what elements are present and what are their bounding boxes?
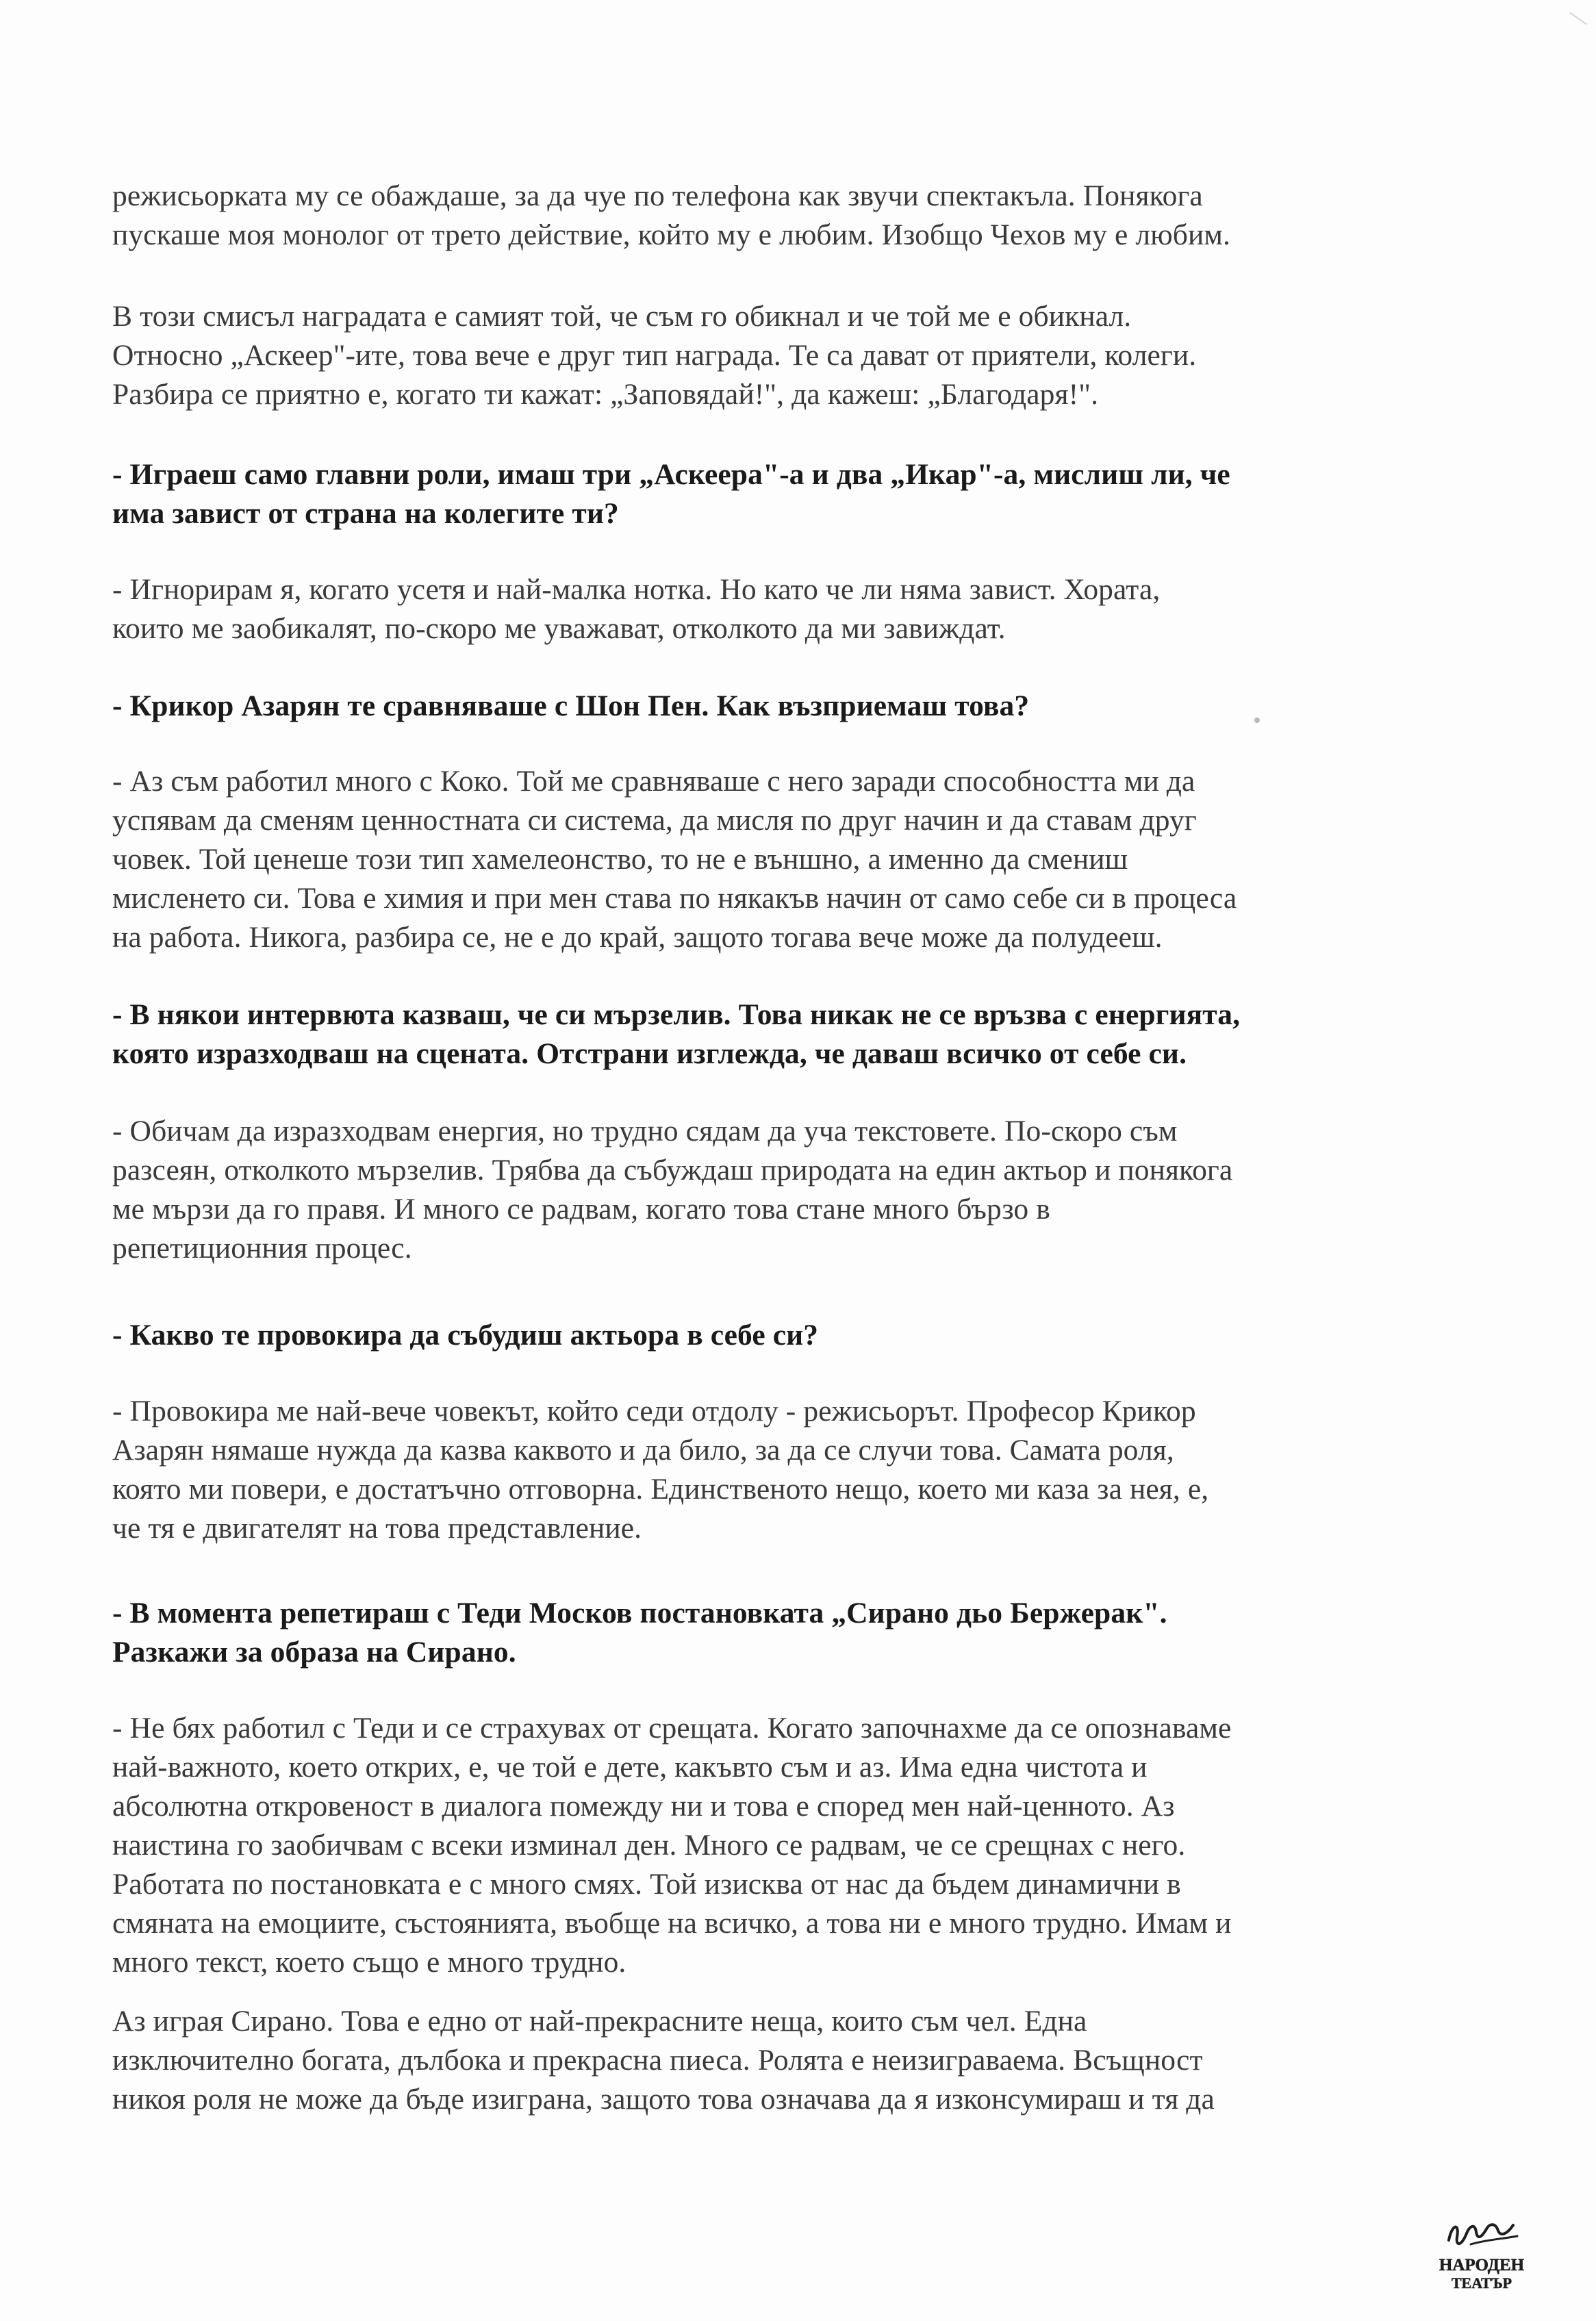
text-line: - В някои интервюта казваш, че си мързелив. Това никак не се връзва с енергията, [112, 998, 1241, 1031]
text-line: мисленето си. Това е химия и при мен става по някакъв начин от само себе си в процеса [112, 882, 1237, 915]
text-line: която изразходваш на сцената. Отстрани изглежда, че даваш всичко от себе си. [112, 1037, 1187, 1070]
interview-answer [112, 177, 1230, 255]
text-line: никоя роля не може да бъде изиграна, защото това означава да я изконсумираш и тя да [112, 2083, 1215, 2116]
text-line: Относно „Аскеер"-ите, това вече е друг тип награда. Те са дават от приятели, колеги. [112, 339, 1197, 372]
text-line: наистина го заобичвам с всеки изминал ден. Много се радвам, че се срещнах с него. [112, 1829, 1186, 1862]
text-line: - Аз съм работил много с Коко. Той ме сравняваше с него заради способността ми да [112, 765, 1195, 798]
interview-answer [112, 1392, 1208, 1548]
text-line: ме мързи да го правя. И много се радвам, когато това стане много бързо в [112, 1193, 1050, 1226]
text-line: най-важното, което открих, е, че той е дете, какъвто съм и аз. Има една чистота и [112, 1751, 1148, 1784]
text-line: режисьорката му се обаждаше, за да чуе по телефона как звучи спектакъла. Понякога [112, 179, 1203, 212]
text-line: смяната на емоциите, състоянията, въобще на всичко, а това ни е много трудно. Имам и [112, 1907, 1232, 1940]
text-line: В този смисъл наградата е самият той, че съм го обикнал и че той ме е обикнал. [112, 300, 1132, 333]
text-line: - Провокира ме най-вече човекът, който седи отдолу - режисьорът. Професор Крикор [112, 1395, 1196, 1428]
text-line: Азарян нямаше нужда да казва каквото и да било, за да се случи това. Самата роля, [112, 1434, 1174, 1467]
text-line: много текст, което също е много трудно. [112, 1946, 626, 1979]
interview-answer [112, 1709, 1232, 1982]
text-line: на работа. Никога, разбира се, не е до край, защото тогава вече може да полудееш. [112, 921, 1163, 954]
interview-answer [112, 1112, 1232, 1268]
interview-answer [112, 297, 1196, 414]
text-line: репетиционния процес. [112, 1232, 412, 1265]
text-line: абсолютна откровеност в диалога помежду ни и това е според мен най-ценното. Аз [112, 1790, 1175, 1823]
text-line: Разбира се приятно е, когато ти кажат: „Заповядай!", да кажеш: „Благодаря!". [112, 378, 1099, 411]
text-line: Аз играя Сирано. Това е едно от най-прекрасните неща, които съм чел. Една [112, 2005, 1087, 2038]
scan-corner-mark [1569, 12, 1587, 25]
interview-question [112, 1316, 818, 1355]
scan-speck [1254, 718, 1260, 723]
text-line: които ме заобикалят, по-скоро ме уважават, отколкото да ми завиждат. [112, 612, 1006, 645]
text-line: Работата по постановката е с много смях. Той изисква от нас да бъдем динамични в [112, 1868, 1181, 1901]
text-line: Разкажи за образа на Сирано. [112, 1636, 516, 1669]
text-line: успявам да сменям ценностната си система, да мисля по друг начин и да ставам друг [112, 804, 1197, 837]
interview-question [112, 995, 1240, 1074]
interview-question [112, 687, 1029, 726]
text-line: - Игнорирам я, когато усетя и най-малка нотка. Но като че ли няма завист. Хората, [112, 573, 1161, 606]
logo-text-line1: НАРОДЕН [1439, 2256, 1525, 2274]
interview-question [112, 1594, 1167, 1672]
text-line: човек. Той ценеше този тип хамелеонство, то не е външно, а именно да смениш [112, 843, 1128, 876]
interview-question [112, 455, 1230, 533]
text-line: - В момента репетираш с Теди Москов постановката „Сирано дьо Бержерак". [112, 1597, 1167, 1629]
text-line: че тя е двигателят на това представление. [112, 1512, 642, 1545]
text-line: която ми повери, е достатъчно отговорна. Единственото нещо, което ми каза за нея, е, [112, 1473, 1209, 1506]
text-line: - Играеш само главни роли, имаш три „Аскеера"-а и два „Икар"-а, мислиш ли, че [112, 458, 1230, 491]
interview-answer [112, 762, 1237, 957]
text-line: има завист от страна на колегите ти? [112, 497, 619, 530]
text-line: пускаше моя монолог от трето действие, който му е любим. Изобщо Чехов му е любим. [112, 218, 1230, 251]
text-line: - Обичам да изразходвам енергия, но трудно сядам да уча текстовете. По-скоро съм [112, 1115, 1178, 1147]
text-line: - Крикор Азарян те сравняваше с Шон Пен. Как възприемаш това? [112, 689, 1030, 722]
text-line: - Какво те провокира да събудиш актьора в себе си? [112, 1319, 819, 1352]
logo-signature [1449, 2224, 1517, 2244]
interview-answer [112, 2002, 1215, 2119]
logo-text-line2: ТЕАТЪР [1451, 2274, 1512, 2292]
national-theatre-logo [1436, 2213, 1527, 2295]
text-line: разсеян, отколкото мързелив. Трябва да събуждаш природата на един актьор и понякога [112, 1154, 1233, 1187]
text-line: - Не бях работил с Теди и се страхувах от срещата. Когато започнахме да се опознаваме [112, 1712, 1232, 1745]
text-line: изключително богата, дълбока и прекрасна пиеса. Ролята е неизиграваема. Всъщност [112, 2044, 1203, 2077]
interview-answer [112, 570, 1160, 648]
